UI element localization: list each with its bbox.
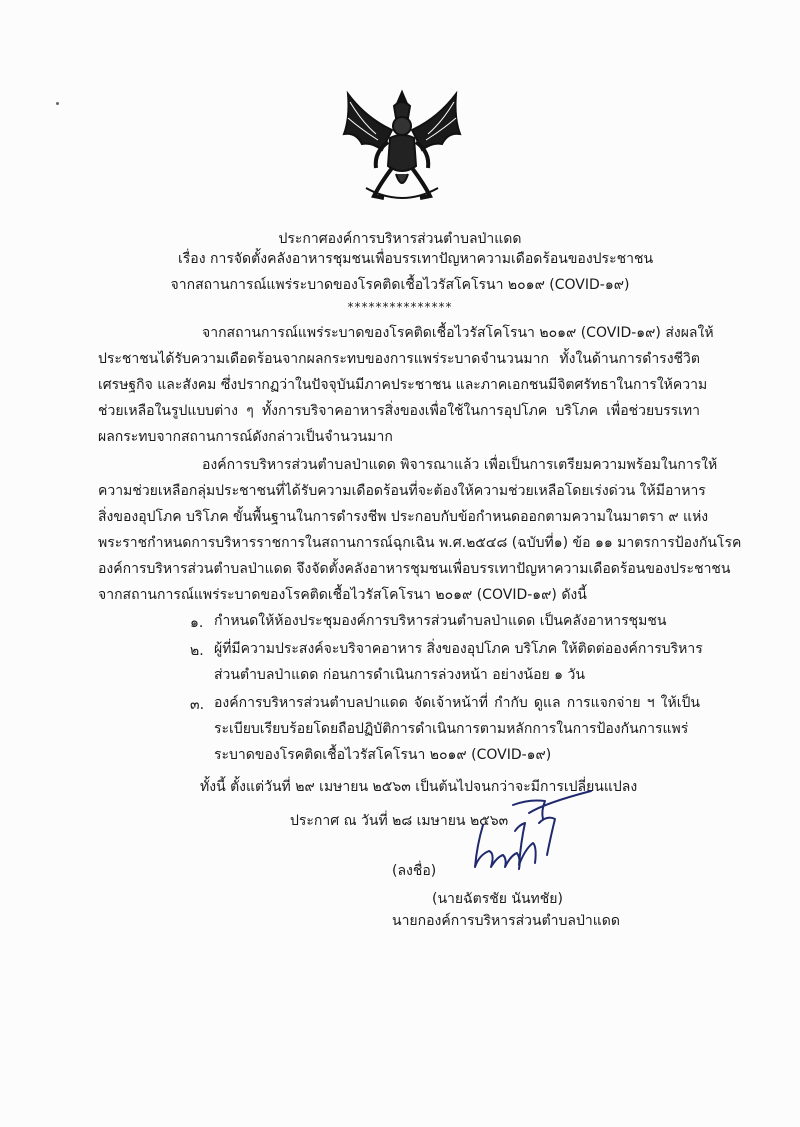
paragraph-line: จากสถานการณ์แพร่ระบาดของโรคติดเชื้อไวรัสโคโรนา ๒๐๑๙ (COVID-๑๙) ดังนี้: [98, 587, 587, 603]
paragraph-line: องค์การบริหารส่วนตำบลป่าแดด พิจารณาแล้ว เพื่อเป็นการเตรียมความพร้อมในการให้: [202, 457, 718, 473]
item-number: ๓.: [190, 697, 205, 713]
item-text: ระบาดของโรคติดเชื้อไวรัสโคโรนา ๒๐๑๙ (COVID-๑๙): [214, 747, 552, 763]
paragraph-line: องค์การบริหารส่วนตำบลป่าแดด จึงจัดตั้งคลังอาหารชุมชนเพื่อบรรเทาปัญหาความเดือดร้อนของประชาชน: [98, 561, 731, 577]
paragraph-line: ความช่วยเหลือกลุ่มประชาชนที่ได้รับความเดือดร้อนที่จะต้องให้ความช่วยเหลือโดยเร่งด่วน ให้มีอาหาร: [98, 483, 706, 499]
paragraph-line: ช่วยเหลือในรูปแบบต่าง ๆ ทั้งการบริจาคอาหารสิ่งของเพื่อใช้ในการอุปโภค บริโภค เพื่อช่วยบรรเทา: [98, 403, 700, 419]
paragraph-line: ผลกระทบจากสถานการณ์ดังกล่าวเป็นจำนวนมาก: [98, 429, 393, 445]
paragraph-line: พระราชกำหนดการบริหารราชการในสถานการณ์ฉุกเฉิน พ.ศ.๒๕๔๘ (ฉบับที่๑) ข้อ ๑๑ มาตรการป้องกันโรค: [98, 535, 742, 551]
subject-line-1: เรื่อง การจัดตั้งคลังอาหารชุมชนเพื่อบรรเทาปัญหาความเดือดร้อนของประชาชน: [178, 251, 654, 267]
item-text: กำหนดให้ห้องประชุมองค์การบริหารส่วนตำบลป่าแดด เป็นคลังอาหารชุมชน: [214, 613, 667, 629]
signer-title: นายกองค์การบริหารส่วนตำบลป่าแดด: [392, 913, 620, 929]
garuda-emblem-icon: [336, 88, 468, 208]
effective-date: ทั้งนี้ ตั้งแต่วันที่ ๒๙ เมษายน ๒๕๖๓ เป็นต้นไปจนกว่าจะมีการเปลี่ยนแปลง: [200, 779, 638, 795]
handwritten-signature: [455, 785, 595, 880]
subject-line-2: จากสถานการณ์แพร่ระบาดของโรคติดเชื้อไวรัสโคโรนา ๒๐๑๙ (COVID-๑๙): [170, 277, 630, 293]
announce-date: ประกาศ ณ วันที่ ๒๘ เมษายน ๒๕๖๓: [290, 813, 509, 829]
signer-name: (นายฉัตรชัย นันทชัย): [432, 891, 563, 907]
paragraph-line: เศรษฐกิจ และสังคม ซึ่งปรากฏว่าในปัจจุบันมีภาคประชาชน และภาคเอกชนมีจิตศรัทธาในการให้ความ: [98, 377, 708, 393]
paragraph-line: จากสถานการณ์แพร่ระบาดของโรคติดเชื้อไวรัสโคโรนา ๒๐๑๙ (COVID-๑๙) ส่งผลให้: [202, 325, 714, 341]
item-text: องค์การบริหารส่วนตำบลปาแดด จัดเจ้าหน้าที่ กำกับ ดูแล การแจกจ่าย ฯ ให้เป็น: [214, 695, 700, 711]
item-text: ส่วนตำบลป่าแดด ก่อนการดำเนินการล่วงหน้า อย่างน้อย ๑ วัน: [214, 667, 585, 683]
item-number: ๑.: [190, 615, 204, 631]
paragraph-line: สิ่งของอุปโภค บริโภค ขั้นพื้นฐานในการดำรงชีพ ประกอบกับข้อกำหนดออกตามความในมาตรา ๙ แห่ง: [98, 509, 709, 525]
item-text: ระเบียบเรียบร้อยโดยถือปฏิบัติการดำเนินการตามหลักการในการป้องกันการแพร่: [214, 721, 689, 737]
item-text: ผู้ที่มีความประสงค์จะบริจาคอาหาร สิ่งของอุปโภค บริโภค ให้ติดต่อองค์การบริหาร: [214, 641, 703, 657]
paragraph-line: ประชาชนได้รับความเดือดร้อนจากผลกระทบของการแพร่ระบาดจำนวนมาก ทั้งในด้านการดำรงชีวิต: [98, 351, 700, 367]
title-divider: ***************: [347, 300, 453, 314]
item-number: ๒.: [190, 643, 204, 659]
signed-label: (ลงชื่อ): [392, 863, 437, 879]
document-title: ประกาศองค์การบริหารส่วนตำบลป่าแดด: [278, 231, 522, 247]
scan-speck: [56, 102, 59, 105]
